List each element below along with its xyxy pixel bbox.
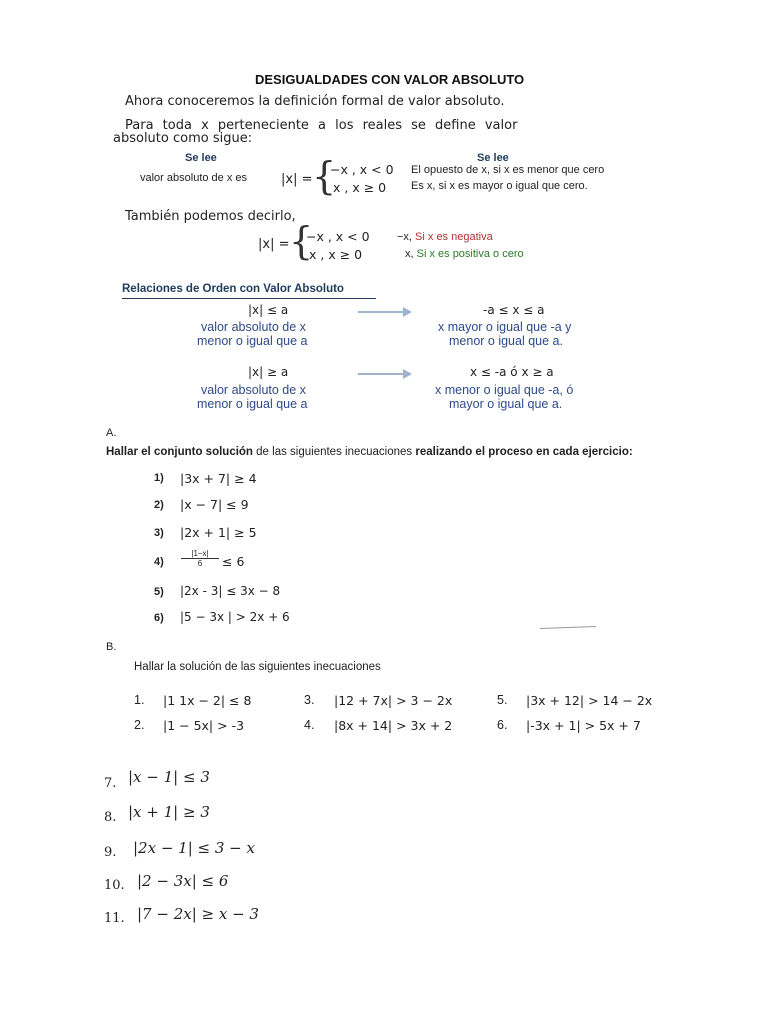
b-item-expr: |1 1x − 2| ≤ 8 [163,693,252,708]
relaciones-title-underline [122,298,376,299]
pen-stroke [540,626,596,629]
alt-case-2: x , x ≥ 0 [309,247,363,262]
a-item-expr: |x − 7| ≤ 9 [180,497,249,512]
c-item-expr: |2 − 3x| ≤ 6 [137,872,229,890]
a-item-expr: ≤ 6 [222,554,245,569]
a-item-number: 4) [154,556,164,568]
a-item-number: 1) [154,472,164,484]
c-item-number: 9. [104,845,117,860]
alt-brace: { [289,219,314,263]
b-item-expr: |3x + 12| > 14 − 2x [526,693,653,708]
se-lee-right: Se lee [477,152,509,164]
instr-a-bold-2: realizando el proceso en cada ejercicio [415,446,629,458]
tambien-text: También podemos decirlo, [125,209,296,224]
se-lee-left: Se lee [185,152,217,164]
rel2-right-desc-1: x menor o igual que -a, ó [435,383,574,397]
fraction-denominator: 6 [197,559,203,568]
instr-a-plain: de las siguientes inecuaciones [252,446,416,458]
a-item-expr: |5 − 3x | > 2x + 6 [180,610,290,624]
alt-reading-2-text: Si x es positiva o cero [416,248,524,260]
rel1-right-desc-1: x mayor o igual que -a y [438,320,572,334]
intro-line-3: absoluto como sigue: [113,131,253,146]
a-item-number: 3) [154,527,164,539]
rel1-right: -a ≤ x ≤ a [483,303,545,317]
a-item-expr: |2x + 1| ≥ 5 [180,525,257,540]
rel1-left-desc-1: valor absoluto de x [201,320,306,334]
rel2-left-desc-1: valor absoluto de x [201,383,306,397]
intro-line-1: Ahora conoceremos la definición formal de valor absoluto. [125,94,505,109]
b-item-expr: |8x + 14| > 3x + 2 [334,718,453,733]
section-a-label: A. [106,427,117,439]
b-item-number: 6. [497,718,508,732]
section-b-instructions: Hallar la solución de las siguientes inecuaciones [134,661,381,673]
b-item-number: 3. [304,693,315,707]
c-item-expr: |x + 1| ≥ 3 [128,803,210,821]
b-item-expr: |12 + 7x| > 3 − 2x [334,693,453,708]
definition-read-label: valor absoluto de x es [140,172,248,184]
instr-a-bold-1: Hallar el conjunto solución [106,446,253,458]
rel1-right-desc-2: menor o igual que a. [449,334,563,348]
definition-case-1: −x , x < 0 [330,162,394,177]
section-b-label: B. [106,641,117,653]
b-item-expr: |1 − 5x| > -3 [163,718,245,733]
definition-case-2: x , x ≥ 0 [333,180,387,195]
a-item-expr: |2x - 3| ≤ 3x − 8 [180,584,281,598]
c-item-expr: |x − 1| ≤ 3 [128,768,210,786]
fraction-numerator: |1−x| [181,549,219,559]
rel2-left: |x| ≥ a [248,365,289,379]
rel2-right-desc-2: mayor o igual que a. [449,397,563,411]
c-item-number: 11. [104,911,125,926]
rel2-right: x ≤ -a ó x ≥ a [470,365,554,379]
page-title: DESIGUALDADES CON VALOR ABSOLUTO [255,72,525,87]
section-a-instructions [106,446,633,458]
b-item-expr: |-3x + 1| > 5x + 7 [526,718,641,733]
intro-line-2: Para toda x perteneciente a los reales se define valor [125,118,518,133]
alt-reading-2-expr: x, [405,248,414,260]
c-item-expr: |2x − 1| ≤ 3 − x [133,839,255,857]
instr-a-colon: : [628,446,633,458]
rel2-left-desc-2: menor o igual que a [197,397,308,411]
definition-reading-1: El opuesto de x, si x es menor que cero [411,164,605,176]
a-item-fraction [181,549,219,568]
relaciones-title: Relaciones de Orden con Valor Absoluto [122,283,344,295]
b-item-number: 2. [134,718,145,732]
b-item-number: 1. [134,693,145,707]
c-item-number: 8. [104,810,117,825]
a-item-expr: |3x + 7| ≥ 4 [180,471,257,486]
definition-brace: { [312,154,337,198]
definition-lhs: |x| = [281,172,313,187]
alt-lhs: |x| = [258,237,290,252]
rel1-left-desc-2: menor o igual que a [197,334,308,348]
alt-case-1: −x , x < 0 [306,229,370,244]
rel2-arrow-icon [358,373,404,375]
rel1-arrow-icon [358,311,404,313]
rel1-left: |x| ≤ a [248,303,289,317]
b-item-number: 4. [304,718,315,732]
a-item-number: 6) [154,612,164,624]
b-item-number: 5. [497,693,508,707]
a-item-number: 2) [154,499,164,511]
c-item-number: 10. [104,878,125,893]
c-item-expr: |7 − 2x| ≥ x − 3 [137,905,259,923]
alt-reading-1-expr: −x, [397,231,412,243]
a-item-number: 5) [154,586,164,598]
alt-reading-1-text: Si x es negativa [415,231,493,243]
c-item-number: 7. [104,776,117,791]
definition-reading-2: Es x, si x es mayor o igual que cero. [411,180,588,192]
